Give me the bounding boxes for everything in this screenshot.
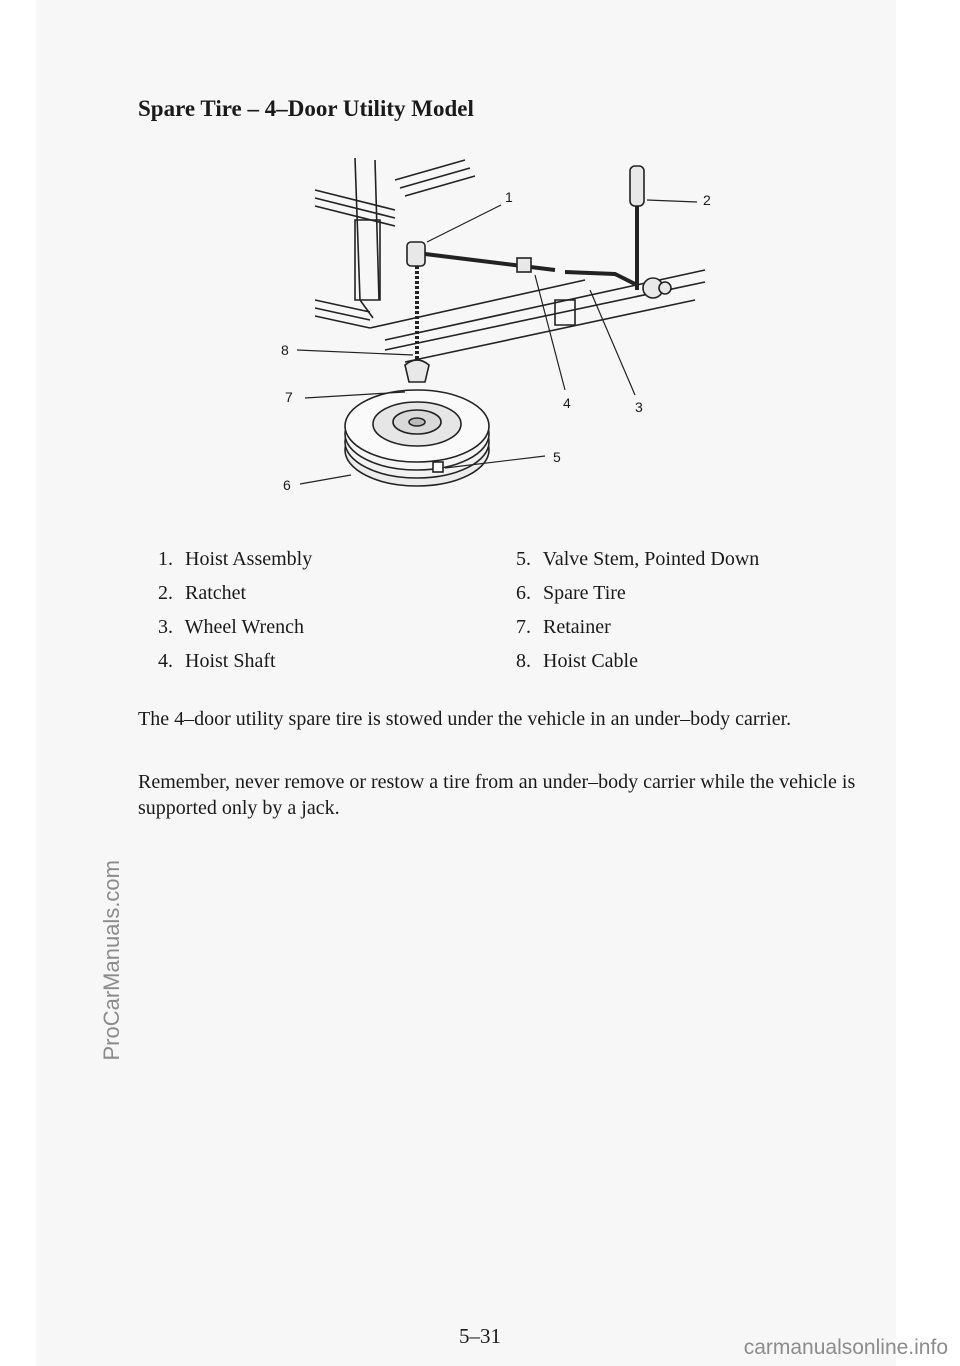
legend-item: 4. Hoist Shaft — [158, 650, 276, 672]
hoist-parts — [405, 242, 555, 382]
legend-column-left — [158, 548, 312, 684]
legend-item: 2. Ratchet — [158, 582, 247, 604]
ratchet-and-wrench — [565, 166, 671, 298]
callout-4: 4 — [563, 395, 571, 411]
legend-item: 3. Wheel Wrench — [158, 616, 304, 638]
body-paragraph-warning: Remember, never remove or restow a tire from an under–body carrier while the vehicle is supported only by a jack. — [138, 771, 856, 819]
spare-tire-illustration — [255, 150, 715, 510]
legend-item: 1. Hoist Assembly — [158, 548, 313, 570]
legend-item: 8. Hoist Cable — [516, 650, 638, 672]
section-heading: Spare Tire – 4–Door Utility Model — [138, 96, 474, 121]
footer-watermark: carmanualsonline.info — [743, 1336, 948, 1359]
page-number: 5–31 — [459, 1324, 501, 1348]
legend-item: 7. Retainer — [516, 616, 611, 638]
callout-6: 6 — [283, 477, 291, 493]
spare-tire — [345, 390, 489, 486]
callout-5: 5 — [553, 449, 561, 465]
callout-8: 8 — [281, 342, 289, 358]
legend-item: 5. Valve Stem, Pointed Down — [516, 548, 760, 570]
callout-2: 2 — [703, 192, 711, 208]
body-paragraph-storage: The 4–door utility spare tire is stowed under the vehicle in an under–body carrier. — [138, 708, 792, 730]
callout-7: 7 — [285, 389, 293, 405]
legend-item: 6. Spare Tire — [516, 582, 626, 604]
callout-3: 3 — [635, 399, 643, 415]
side-watermark: ProCarManuals.com — [99, 860, 124, 1061]
callout-1: 1 — [505, 189, 513, 205]
legend-column-right — [516, 548, 759, 684]
